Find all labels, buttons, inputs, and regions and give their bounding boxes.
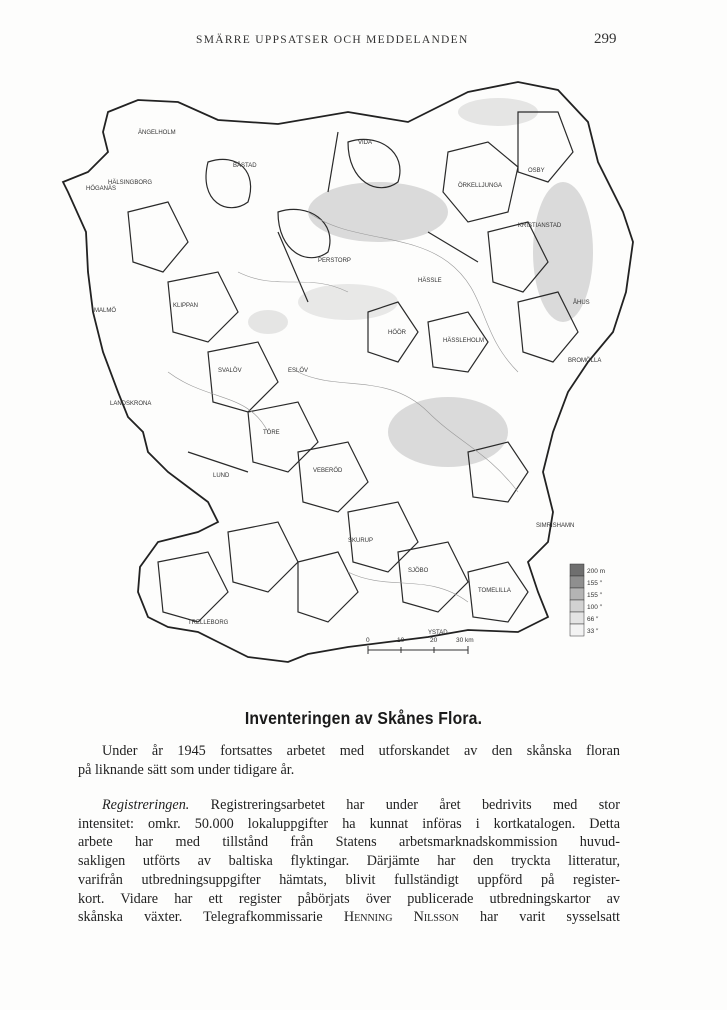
scale-label: 10 [397, 637, 405, 644]
map-label: ÖRKELLJUNGA [458, 183, 503, 189]
text-line [78, 908, 620, 927]
map-label: KRISTIANSTAD [518, 223, 562, 229]
paragraph-intro [78, 742, 620, 779]
text-line: arbete har med tillstånd från Statens arbetsmarknadskommission huvud- [78, 834, 620, 851]
map-label: BROMÖLLA [568, 358, 602, 364]
map-label: PERSTORP [318, 258, 351, 264]
legend-label: 155 ″ [587, 592, 602, 599]
scale-label: 20 [430, 637, 438, 644]
text-run: har varit sysselsatt [458, 909, 620, 926]
text-line: intensitet: omkr. 50.000 lokaluppgifter ha kunnat införas i kortkatalogen. Detta [78, 815, 620, 832]
map-label: ÅHUS [573, 300, 590, 306]
map-label: LANDSKRONA [110, 401, 152, 407]
province-outline [63, 82, 633, 662]
map-label: HÄSSLEHOLM [443, 338, 485, 344]
map-label: SJÖBO [408, 568, 429, 574]
map-label: KLIPPAN [173, 303, 198, 309]
text-line [78, 796, 620, 815]
map-label: VEBERÖD [313, 468, 343, 474]
running-title: SMÄRRE UPPSATSER OCH MEDDELANDEN [196, 34, 469, 46]
map-label: VIDA [358, 140, 373, 146]
text-line: kort. Vidare har ett register påbörjats över publicerade utbredningskartor av [78, 890, 620, 907]
map-svg [48, 72, 648, 672]
legend-label: 155 ″ [587, 580, 602, 587]
map-label: ÄNGELHOLM [138, 130, 176, 136]
map-label: SIMRISHAMN [536, 523, 575, 529]
text-run: skånska växter. Telegrafkommissarie [78, 909, 344, 926]
article-title: Inventeringen av Skånes Flora. [244, 708, 483, 728]
page-number: 299 [594, 31, 617, 47]
map-label: LUND [213, 473, 230, 479]
legend-label: 100 ″ [587, 604, 602, 611]
map-label: HÖGANÄS [86, 186, 117, 192]
map-label: TRELLEBORG [188, 620, 229, 626]
text-line: Under år 1945 fortsattes arbetet med utforskandet av den skånska floran [102, 743, 620, 759]
paragraph-registration [78, 796, 620, 927]
map-label: HÄLSINGBORG [108, 180, 153, 186]
legend-label: 33 ″ [587, 628, 599, 635]
map-label: HÖÖR [388, 330, 406, 336]
map-label: HÄSSLE [418, 278, 442, 284]
text-line: på liknande sätt som under tidigare år. [78, 761, 295, 778]
legend-swatch [570, 624, 584, 636]
map-label: TOMELILLA [478, 588, 511, 594]
scale-label: 30 km [456, 637, 474, 644]
text-run: Registreringsarbetet har under året bedrivits med stor [189, 797, 620, 813]
legend-swatch [570, 564, 584, 576]
map-label: SKURUP [348, 538, 374, 544]
elevation-legend [570, 564, 605, 636]
section-lead: Registreringen. [102, 797, 190, 813]
legend-swatch [570, 612, 584, 624]
map-label: YSTAD [428, 630, 448, 636]
scale-label: 0 [366, 637, 370, 644]
running-head [0, 31, 727, 54]
legend-label: 200 m [587, 568, 606, 575]
person-name: Henning Nilsson [343, 909, 459, 926]
text-line: varifrån utbredningsuppgifter hämtats, blivit fullständigt uppförd på register- [78, 871, 620, 888]
text-line: sakligen utförts av baltiska flyktingar. Därjämte har den tryckta litteratur, [78, 853, 620, 870]
map-label: BÅSTAD [233, 163, 257, 169]
scale-bar [366, 637, 474, 654]
map-label: TÖRE [263, 430, 280, 436]
map-label: OSBY [528, 168, 545, 174]
legend-label: 66 ″ [587, 616, 599, 623]
legend-swatch [570, 600, 584, 612]
map-label: MALMÖ [94, 308, 117, 314]
skane-inventory-map [48, 72, 648, 672]
legend-swatch [570, 588, 584, 600]
legend-swatch [570, 576, 584, 588]
map-label: SVALÖV [218, 368, 242, 374]
map-label: ESLÖV [288, 368, 309, 374]
